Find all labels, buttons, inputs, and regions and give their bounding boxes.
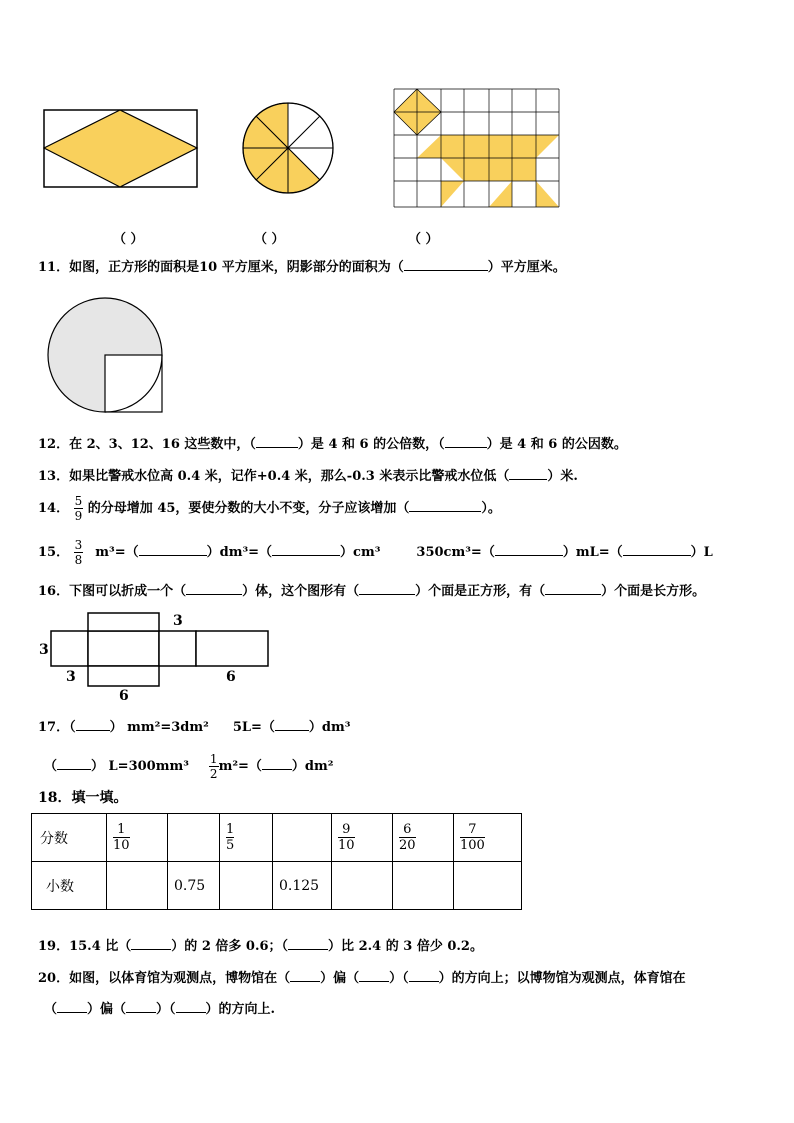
question-14: 14． $\frac{5}{9}$ 的分母增加 45，要使分数的大小不变，分子应该增加（ ）。	[38, 494, 501, 523]
net-label-left: 3	[39, 642, 49, 658]
answer-blank[interactable]	[495, 543, 563, 556]
answer-blank[interactable]	[290, 969, 320, 982]
net-label-right: 6	[226, 669, 236, 685]
answer-blank[interactable]	[445, 435, 487, 448]
question-11: 11．如图，正方形的面积是10 平方厘米，阴影部分的面积为（ ）平方厘米。	[38, 260, 566, 275]
table-cell: 0.125	[273, 862, 332, 910]
net-label-top: 3	[173, 613, 183, 629]
table-row-decimals	[32, 862, 522, 910]
answer-blank[interactable]	[359, 582, 415, 595]
question-20-line1: 20．如图，以体育馆为观测点，博物馆在（ ）偏（ ）（ ）的方向上；以博物馆为观测点，体育馆在	[38, 971, 686, 986]
question-text: 如图，正方形的面积是10 平方厘米，阴影部分的面积为（	[69, 260, 404, 275]
fraction: $\frac{5}{9}$	[74, 494, 83, 523]
answer-blank[interactable]	[404, 258, 488, 271]
answer-blank[interactable]	[275, 718, 309, 731]
table-row-fractions	[32, 814, 522, 862]
answer-blank[interactable]	[256, 435, 298, 448]
answer-blank[interactable]	[409, 499, 481, 512]
table-cell: $\frac{9}{10}$	[332, 814, 393, 862]
question-20-line2: （ ）偏（ ）（ ）的方向上.	[44, 1002, 276, 1017]
answer-blank[interactable]	[57, 1000, 87, 1013]
figure-cuboid-net	[50, 612, 272, 690]
question-13: 13．如果比警戒水位高 0.4 米，记作+0.4 米，那么-0.3 米表示比警戒水位低（ ）米.	[38, 469, 578, 484]
table-cell: $\frac{6}{20}$	[393, 814, 454, 862]
table-cell: $\frac{1}{5}$	[220, 814, 273, 862]
answer-blank[interactable]	[186, 582, 242, 595]
question-12: 12．在 2、3、12、16 这些数中，（ ）是 4 和 6 的公倍数，（ ）是 4 和 6 的公因数。	[38, 437, 627, 452]
question-17-line1: 17．（ ） mm²=3dm² 5L=（ ）dm³	[38, 720, 351, 735]
figure-grid-shape	[392, 86, 560, 210]
answer-blank[interactable]	[262, 757, 292, 770]
figure2-answer-blank[interactable]: （ ）	[254, 232, 285, 247]
fraction: $\frac{1}{2}$	[209, 752, 218, 781]
question-15: 15． $\frac{3}{8}$ m³=（ ）dm³=（ ）cm³ 350cm³=（ ）mL=（ ）L	[38, 538, 713, 567]
answer-blank[interactable]	[131, 937, 171, 950]
answer-blank[interactable]	[272, 543, 340, 556]
net-label-bottom-mid: 6	[119, 688, 129, 704]
answer-blank[interactable]	[76, 718, 110, 731]
table-cell[interactable]	[332, 862, 393, 910]
figure-rhombus	[43, 108, 199, 190]
figure-circle-square	[45, 297, 167, 415]
table-cell[interactable]	[273, 814, 332, 862]
row-header: 小数	[32, 862, 107, 910]
answer-blank[interactable]	[509, 467, 547, 480]
answer-blank[interactable]	[409, 969, 439, 982]
table-cell[interactable]	[393, 862, 454, 910]
answer-blank[interactable]	[176, 1000, 206, 1013]
answer-blank[interactable]	[359, 969, 389, 982]
answer-blank[interactable]	[57, 757, 91, 770]
fraction-decimal-table	[31, 813, 522, 910]
answer-blank[interactable]	[623, 543, 691, 556]
table-cell[interactable]	[454, 862, 522, 910]
question-17-line2: （ ） L=300mm³ $\frac{1}{2}$ m²=（ ）dm²	[44, 752, 334, 781]
answer-blank[interactable]	[545, 582, 601, 595]
answer-blank[interactable]	[288, 937, 328, 950]
table-cell: 0.75	[168, 862, 220, 910]
fraction: $\frac{3}{8}$	[74, 538, 83, 567]
table-cell: $\frac{7}{100}$	[454, 814, 522, 862]
question-number: 11．	[38, 260, 70, 275]
row-header: 分数	[32, 814, 107, 862]
net-label-bottom-left: 3	[66, 669, 76, 685]
figure3-answer-blank[interactable]: （ ）	[408, 232, 439, 247]
table-cell[interactable]	[168, 814, 220, 862]
figure-circle-fraction	[240, 100, 336, 196]
figure1-answer-blank[interactable]: （ ）	[113, 232, 144, 247]
answer-blank[interactable]	[139, 543, 207, 556]
table-cell: $\frac{1}{10}$	[107, 814, 168, 862]
table-cell[interactable]	[107, 862, 168, 910]
table-cell[interactable]	[220, 862, 273, 910]
question-18: 18．填一填。	[38, 790, 128, 806]
answer-blank[interactable]	[126, 1000, 156, 1013]
question-16: 16．下图可以折成一个（ ）体，这个图形有（ ）个面是正方形，有（ ）个面是长方形。	[38, 584, 706, 599]
question-19: 19．15.4 比（ ）的 2 倍多 0.6；（ ）比 2.4 的 3 倍少 0.2。	[38, 939, 483, 954]
